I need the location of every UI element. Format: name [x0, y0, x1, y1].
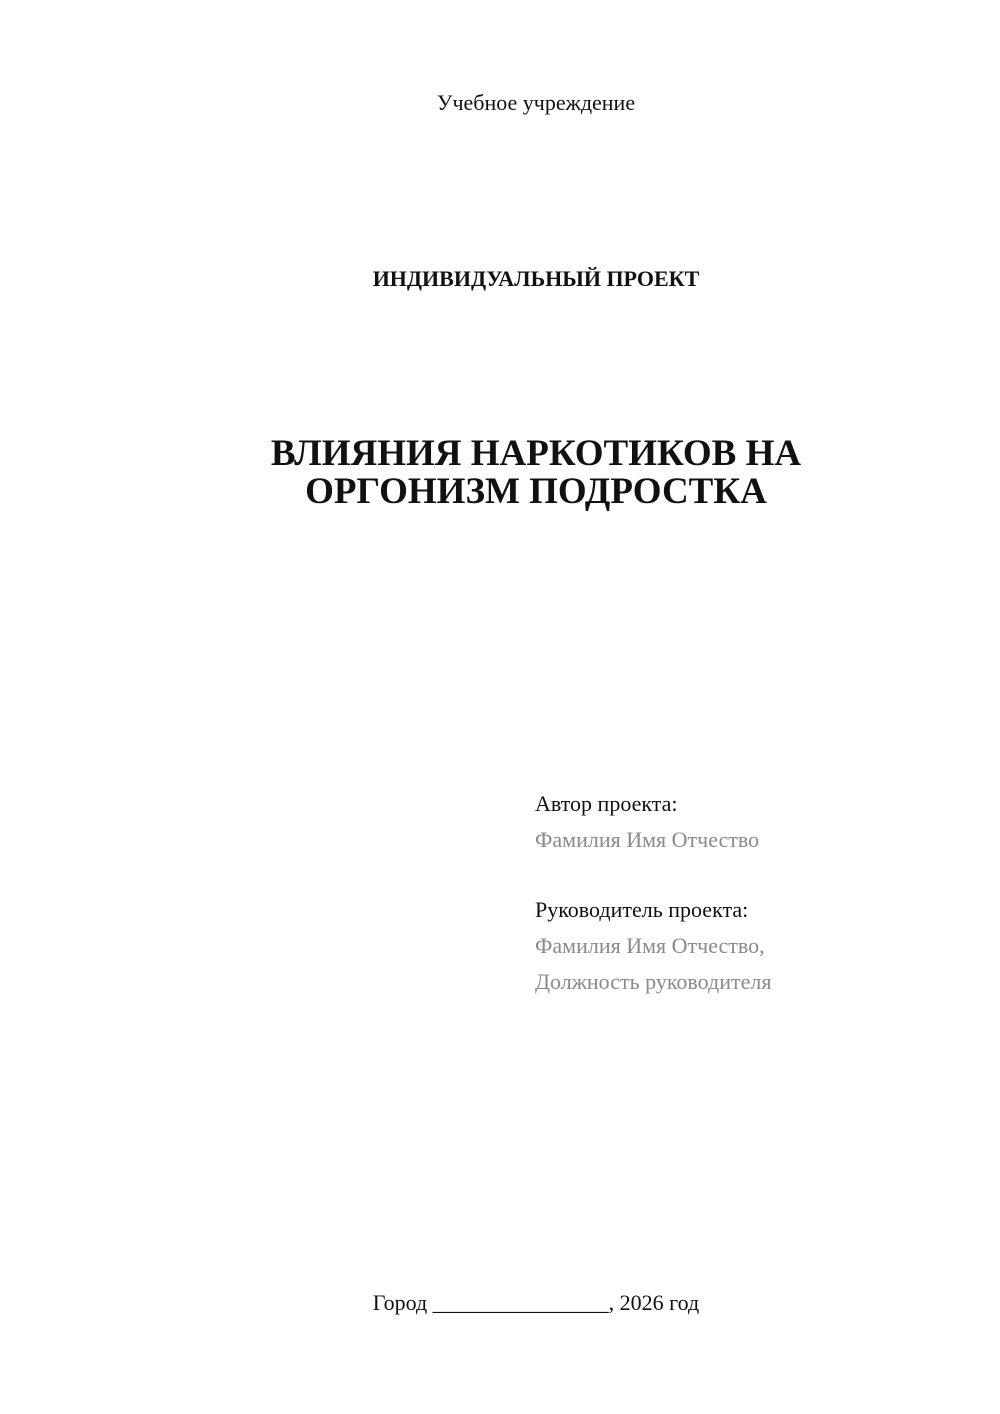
project-title-line-1: ВЛИЯНИЯ НАРКОТИКОВ НА: [270, 433, 802, 474]
project-title-line-2: ОРГОНИЗМ ПОДРОСТКА: [305, 471, 767, 512]
supervisor-name: Фамилия Имя Отчество,: [535, 933, 765, 958]
author-name: Фамилия Имя Отчество: [535, 827, 760, 852]
project-title: [0, 435, 1000, 511]
institution-name: Учебное учреждение: [436, 90, 636, 115]
info-spacer: [535, 858, 975, 892]
author-label: Автор проекта:: [535, 791, 678, 816]
supervisor-position: Должность руководителя: [535, 969, 772, 994]
project-info-block: [535, 786, 975, 1000]
document-type: ИНДИВИДУАЛЬНЫЙ ПРОЕКТ: [372, 266, 700, 291]
supervisor-label: Руководитель проекта:: [535, 897, 749, 922]
city-year-footer: Город ________________, 2026 год: [372, 1290, 700, 1315]
